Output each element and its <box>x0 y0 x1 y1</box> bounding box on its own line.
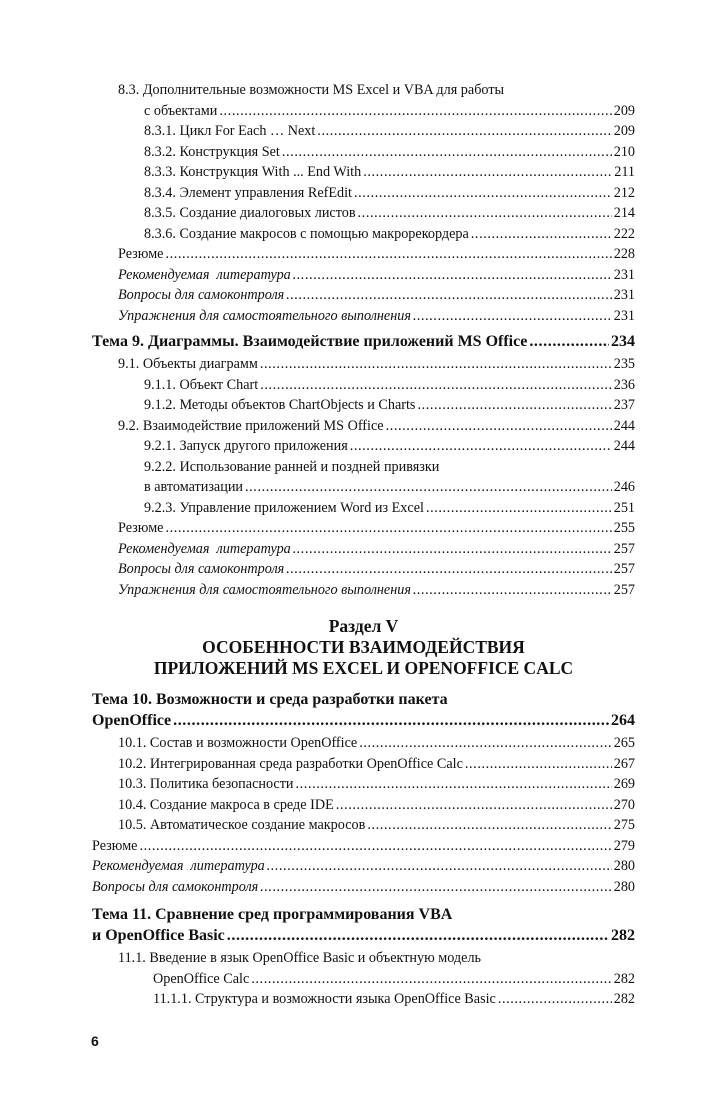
entry-title: 8.3.2. Конструкция Set <box>144 143 280 160</box>
entry-title: 8.3.1. Цикл For Each … Next <box>144 123 316 139</box>
leader-dots <box>336 795 612 816</box>
leader-dots <box>286 285 611 306</box>
section-title-line-1: ОСОБЕННОСТИ ВЗАИМОДЕЙСТВИЯ <box>202 637 525 657</box>
leader-dots <box>417 395 611 416</box>
entry-page: 255 <box>613 520 635 536</box>
toc-entry[interactable] <box>92 457 635 498</box>
toc-entry[interactable] <box>92 989 635 1010</box>
entry-title: 8.3.4. Элемент управления RefEdit <box>144 184 352 201</box>
toc-entry-questions[interactable] <box>92 285 635 306</box>
leader-dots <box>260 354 612 375</box>
section-label: Раздел V <box>328 616 399 636</box>
entry-page: 231 <box>613 307 635 324</box>
leader-dots <box>413 306 612 327</box>
entry-title: Вопросы для самоконтроля <box>92 878 259 895</box>
entry-page: 282 <box>611 927 635 944</box>
entry-title-cont: OpenOffice Calc <box>153 970 250 987</box>
entry-page: 257 <box>613 581 635 598</box>
entry-page: 280 <box>613 858 635 874</box>
leader-dots <box>245 477 612 498</box>
entry-page: 251 <box>613 499 635 516</box>
entry-title: 8.3.6. Создание макросов с помощью макрорекордера <box>144 225 469 242</box>
leader-dots <box>293 265 612 286</box>
toc-entry[interactable] <box>92 416 635 437</box>
entry-page: 231 <box>613 287 635 303</box>
toc-entry-questions[interactable] <box>92 559 635 580</box>
leader-dots <box>529 331 609 352</box>
topic-title: Тема 9. Диаграммы. Взаимодействие приложений MS Office <box>92 333 528 350</box>
entry-page: 210 <box>613 143 635 160</box>
entry-page: 214 <box>613 205 635 221</box>
entry-page: 282 <box>613 991 635 1007</box>
entry-title: 10.1. Состав и возможности OpenOffice <box>118 735 358 751</box>
toc-entry[interactable] <box>92 224 635 245</box>
leader-dots <box>426 498 612 519</box>
entry-title: 9.2.2. Использование ранней и поздней привязки <box>144 458 440 475</box>
entry-title: Резюме <box>118 246 164 262</box>
entry-title: 9.2.1. Запуск другого приложения <box>144 438 348 454</box>
leader-dots <box>227 925 609 946</box>
entry-title: Резюме <box>118 520 164 536</box>
leader-dots <box>498 989 612 1010</box>
toc-entry[interactable] <box>92 183 635 204</box>
leader-dots <box>165 518 611 539</box>
entry-title: Рекомендуемая литература <box>118 266 291 283</box>
entry-page: 235 <box>613 356 635 372</box>
toc-entry-8-3[interactable] <box>92 80 635 121</box>
toc-entry-summary[interactable] <box>92 244 635 265</box>
toc-entry-exercises[interactable] <box>92 580 635 601</box>
entry-page: 222 <box>613 225 635 242</box>
entry-title: 8.3.5. Создание диалоговых листов <box>144 205 356 221</box>
entry-page: 257 <box>613 561 635 577</box>
entry-page: 231 <box>613 266 635 283</box>
leader-dots <box>363 162 612 183</box>
section-title-line-2: ПРИЛОЖЕНИЙ MS EXCEL И OPENOFFICE CALC <box>153 658 574 678</box>
leader-dots <box>296 774 612 795</box>
entry-title: Дополнительные возможности MS Excel и VBA для работы <box>142 82 505 98</box>
entry-title: 11.1. Введение в язык OpenOffice Basic и объектную модель <box>118 950 481 966</box>
entry-title: Рекомендуемая литература <box>92 858 265 874</box>
leader-dots <box>471 224 612 245</box>
toc-entry[interactable] <box>92 498 635 519</box>
entry-title: 10.4. Создание макроса в среде IDE <box>118 796 334 813</box>
entry-page: 209 <box>613 102 635 119</box>
toc-entry[interactable] <box>92 142 635 163</box>
entry-page: 211 <box>614 164 635 180</box>
entry-page: 244 <box>613 417 635 434</box>
entry-page: 269 <box>613 776 635 792</box>
entry-title: 9.1. Объекты диаграмм <box>118 356 258 372</box>
toc-entry-exercises[interactable] <box>92 306 635 327</box>
toc-entry[interactable] <box>92 948 635 989</box>
entry-page: 212 <box>613 184 635 201</box>
leader-dots <box>358 203 612 224</box>
entry-page: 264 <box>611 712 635 729</box>
entry-page: 236 <box>613 376 635 393</box>
entry-title: 8.3.3. Конструкция With ... End With <box>144 164 362 180</box>
toc-topic-11[interactable] <box>92 904 635 946</box>
entry-title: Вопросы для самоконтроля <box>118 561 285 577</box>
toc-entry-questions[interactable] <box>92 877 635 898</box>
entry-page: 280 <box>613 878 635 895</box>
leader-dots <box>267 856 612 877</box>
leader-dots <box>367 815 611 836</box>
entry-page: 237 <box>613 397 635 413</box>
entry-title: Резюме <box>92 837 138 854</box>
entry-page: 275 <box>613 817 635 833</box>
entry-page: 228 <box>613 246 635 262</box>
entry-title-cont: с объектами <box>144 102 218 119</box>
topic-title-cont: OpenOffice <box>92 712 172 729</box>
leader-dots <box>293 539 612 560</box>
leader-dots <box>354 183 612 204</box>
toc-entry[interactable] <box>92 203 635 224</box>
leader-dots <box>260 877 611 898</box>
entry-page: 244 <box>613 438 635 454</box>
entry-title: Упражнения для самостоятельного выполнения <box>118 307 411 324</box>
leader-dots <box>260 375 612 396</box>
leader-dots <box>165 244 611 265</box>
toc-entry-literature[interactable] <box>92 265 635 286</box>
leader-dots <box>386 416 612 437</box>
toc-entry[interactable] <box>92 795 635 816</box>
entry-page: 246 <box>613 479 635 496</box>
toc-entry[interactable] <box>92 815 635 836</box>
leader-dots <box>173 710 609 731</box>
leader-dots <box>139 836 611 857</box>
leader-dots <box>359 733 612 754</box>
toc-entry[interactable] <box>92 754 635 775</box>
entry-title: 10.5. Автоматическое создание макросов <box>118 817 366 833</box>
entry-page: 267 <box>613 755 635 772</box>
page-number: 6 <box>91 1033 99 1049</box>
entry-title: Рекомендуемая литература <box>118 540 291 557</box>
leader-dots <box>282 142 612 163</box>
toc-entry[interactable] <box>92 121 635 142</box>
leader-dots <box>350 436 612 457</box>
leader-dots <box>286 559 611 580</box>
toc-entry[interactable] <box>92 354 635 375</box>
entry-title: 10.3. Политика безопасности <box>118 776 294 792</box>
toc-entry-summary[interactable] <box>92 518 635 539</box>
leader-dots <box>413 580 612 601</box>
leader-dots <box>465 754 612 775</box>
entry-page: 234 <box>611 333 635 350</box>
entry-page: 282 <box>613 970 635 987</box>
entry-page: 257 <box>613 540 635 557</box>
topic-title: Тема 11. Сравнение сред программирования VBA <box>92 906 453 923</box>
entry-title: 9.2. Взаимодействие приложений MS Office <box>118 417 384 434</box>
entry-page: 265 <box>613 735 635 751</box>
entry-page: 209 <box>613 123 635 139</box>
entry-title-cont: в автоматизации <box>144 479 244 496</box>
toc-topic-10[interactable] <box>92 689 635 731</box>
entry-page: 279 <box>613 837 635 854</box>
entry-title: Упражнения для самостоятельного выполнения <box>118 581 411 598</box>
entry-title: 10.2. Интегрированная среда разработки OpenOffice Calc <box>118 755 463 772</box>
entry-title: 11.1.1. Структура и возможности языка OpenOffice Basic <box>153 991 496 1007</box>
entry-title: 9.1.1. Объект Chart <box>144 376 259 393</box>
entry-title: Вопросы для самоконтроля <box>118 287 285 303</box>
entry-title: 9.2.3. Управление приложением Word из Excel <box>144 499 424 516</box>
toc-entry[interactable] <box>92 436 635 457</box>
leader-dots <box>317 121 611 142</box>
entry-title: 9.1.2. Методы объектов ChartObjects и Charts <box>144 397 416 413</box>
toc-entry-summary[interactable] <box>92 836 635 857</box>
leader-dots <box>219 101 611 122</box>
entry-page: 270 <box>613 796 635 813</box>
toc-topic-9[interactable] <box>92 331 635 352</box>
topic-title-cont: и OpenOffice Basic <box>92 927 225 944</box>
toc-entry[interactable] <box>92 774 635 795</box>
toc-entry-literature[interactable] <box>92 856 635 877</box>
toc-entry[interactable] <box>92 162 635 183</box>
toc-entry-literature[interactable] <box>92 539 635 560</box>
toc-entry[interactable] <box>92 395 635 416</box>
entry-number: 8.3. <box>118 82 140 98</box>
toc-entry[interactable] <box>92 733 635 754</box>
toc-entry[interactable] <box>92 375 635 396</box>
topic-title: Тема 10. Возможности и среда разработки пакета <box>92 691 448 708</box>
leader-dots <box>251 969 611 990</box>
